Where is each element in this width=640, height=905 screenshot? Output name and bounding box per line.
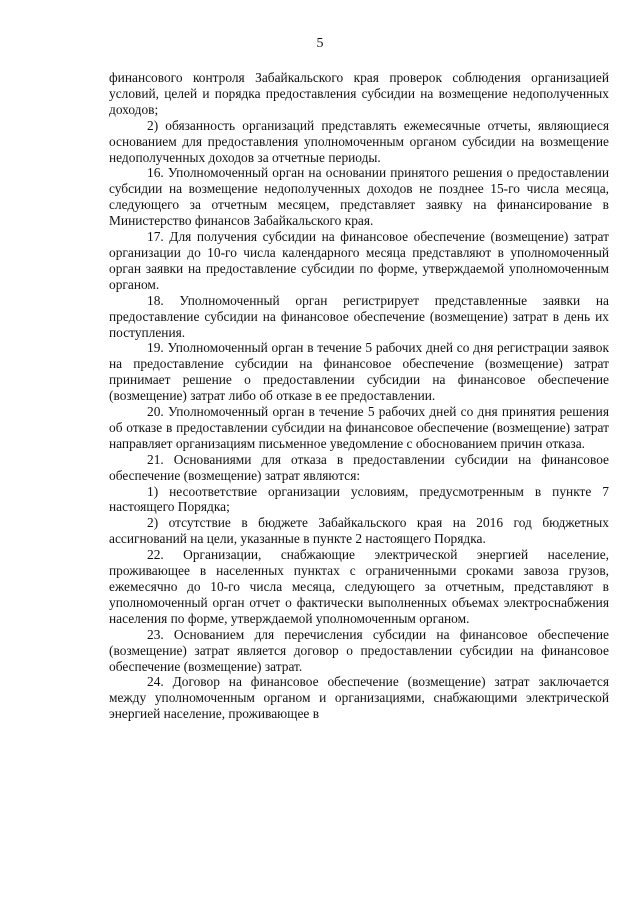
paragraph-18: 18. Уполномоченный орган регистрирует представленные заявки на предоставление субсидии на финансовое обеспечение (возмещение) затрат в день их поступления. (109, 292, 609, 340)
paragraph-21: 21. Основаниями для отказа в предоставлении субсидии на финансовое обеспечение (возмещение) затрат являются: (109, 451, 609, 483)
paragraph-17: 17. Для получения субсидии на финансовое обеспечение (возмещение) затрат организации до 10-го числа календарного месяца представляют в уполномоченный орган заявки на предоставление субсидии по форме, утверждаемой уполномоченным органом. (109, 229, 609, 292)
paragraph-24: 24. Договор на финансовое обеспечение (возмещение) затрат заключается между уполномоченным органом и организациями, снабжающими электрической энергией население, проживающее в (109, 674, 609, 722)
paragraph-20: 20. Уполномоченный орган в течение 5 рабочих дней со дня принятия решения об отказе в предоставлении субсидии на финансовое обеспечение (возмещение) затрат направляет организациям письменное уведомление с обоснованием причин отказа. (109, 404, 609, 451)
paragraph-21-item-1: 1) несоответствие организации условиям, предусмотренным в пункте 7 настоящего Порядка; (109, 483, 609, 515)
paragraph-continuation: финансового контроля Забайкальского края проверок соблюдения организацией условий, целей и порядка предоставления субсидии на возмещение недополученных доходов; (109, 70, 609, 117)
paragraph-21-item-2: 2) отсутствие в бюджете Забайкальского края на 2016 год бюджетных ассигнований на цели, указанные в пункте 2 настоящего Порядка. (109, 515, 609, 547)
paragraph-16: 16. Уполномоченный орган на основании принятого решения о предоставлении субсидии на возмещение недополученных доходов не позднее 15-го числа месяца, следующего за отчетным месяцем, представляет заявку на финансирование в Министерство финансов Забайкальского края. (109, 165, 609, 229)
paragraph-23: 23. Основанием для перечисления субсидии на финансовое обеспечение (возмещение) затрат является договор о предоставлении субсидии на финансовое обеспечение (возмещение) затрат. (109, 626, 609, 674)
paragraph-19: 19. Уполномоченный орган в течение 5 рабочих дней со дня регистрации заявок на предоставление субсидии на финансовое обеспечение (возмещение) затрат принимает решение о предоставлении субсидии на финансовое обеспечение (возмещение) затрат либо об отказе в ее предоставлении. (109, 340, 609, 404)
paragraph-22: 22. Организации, снабжающие электрической энергией население, проживающее в населенных пунктах с ограниченными сроками завоза грузов, ежемесячно до 10-го числа месяца, следующего за отчетным, представляют в уполномоченный орган отчет о фактически выполненных объемах электроснабжения населения по форме, утверждаемой уполномоченным органом. (109, 547, 609, 626)
page-number: 5 (316, 36, 324, 51)
paragraph-item-2-obligation: 2) обязанность организаций представлять ежемесячные отчеты, являющиеся основанием для предоставления уполномоченным органом субсидии на возмещение недополученных доходов за отчетные периоды. (109, 117, 609, 165)
document-body (109, 70, 609, 722)
